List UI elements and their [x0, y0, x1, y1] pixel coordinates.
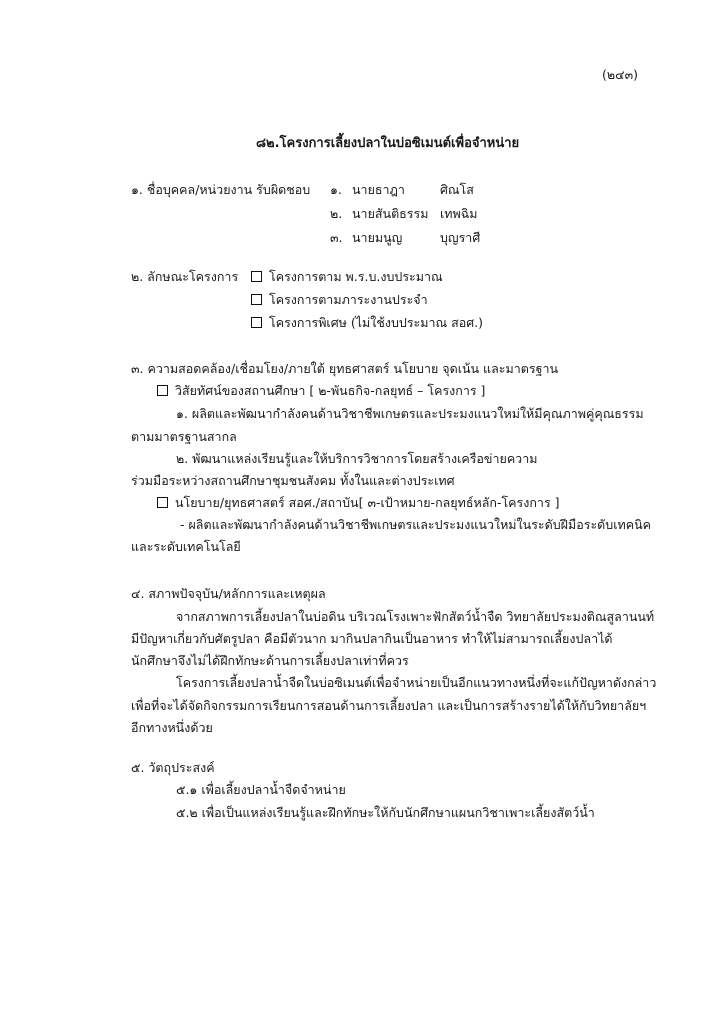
- section1-heading: ๑. ชื่อบุคคล/หน่วยงาน รับผิดชอบ: [131, 182, 311, 197]
- objective-1: ๕.๑ เพื่อเลี้ยงปลาน้ำจืดจำหน่าย: [176, 782, 346, 797]
- section4-heading: ๔. สภาพปัจจุบัน/หลักการและเหตุผล: [131, 586, 326, 601]
- person-3-first-name: นายมนูญ: [352, 230, 403, 245]
- project-type-option-1-label: โครงการตาม พ.ร.บ.งบประมาณ: [269, 269, 443, 284]
- section2-heading: ๒. ลักษณะโครงการ: [131, 269, 239, 284]
- checkbox-icon[interactable]: [157, 385, 168, 396]
- rationale-line-4: โครงการเลี้ยงปลาน้ำจืดในบ่อซิเมนต์เพื่อจำหน่ายเป็นอีกแนวทางหนึ่งที่จะแก้ปัญหาดังกล่าว: [176, 675, 657, 690]
- checkbox-icon[interactable]: [251, 294, 262, 305]
- vision-item-1-line-2: ตามมาตรฐานสากล: [131, 429, 237, 444]
- policy-checkbox-row[interactable]: [157, 494, 560, 512]
- rationale-line-1: จากสภาพการเลี้ยงปลาในบ่อดิน บริเวณโรงเพาะฟักสัตว์น้ำจืด วิทยาลัยประมงติณสูลานนท์: [176, 609, 655, 624]
- rationale-line-3: นักศึกษาจึงไม่ได้ฝึกทักษะด้านการเลี้ยงปลาเท่าที่ควร: [131, 653, 409, 668]
- section5-heading: ๕. วัตถุประสงค์: [131, 760, 215, 775]
- page-number: (๒๔๓): [602, 67, 638, 82]
- person-3-number: ๓.: [330, 230, 343, 245]
- person-2-last-name: เทพฉิม: [440, 206, 478, 221]
- objective-2: ๕.๒ เพื่อเป็นแหล่งเรียนรู้และฝึกทักษะให้กับนักศึกษาแผนกวิชาเพาะเลี้ยงสัตว์น้ำ: [176, 805, 595, 820]
- project-type-option-3[interactable]: [251, 314, 483, 332]
- rationale-line-5: เพื่อที่จะได้จัดกิจกรรมการเรียนการสอนด้านการเลี้ยงปลา และเป็นการสร้างรายได้ให้กับวิทยาลัยฯ: [131, 698, 647, 713]
- vision-checkbox-row[interactable]: [157, 382, 485, 400]
- person-2-first-name: นายสันติธรรม: [352, 206, 429, 221]
- checkbox-icon[interactable]: [251, 271, 262, 282]
- rationale-line-6: อีกทางหนึ่งด้วย: [131, 720, 213, 735]
- person-1-first-name: นายธาฎา: [352, 182, 405, 197]
- checkbox-icon[interactable]: [251, 317, 262, 328]
- section3-heading: ๓. ความสอดคล้อง/เชื่อมโยง/ภายใต้ ยุทธศาสตร์ นโยบาย จุดเน้น และมาตรฐาน: [131, 361, 559, 376]
- project-type-option-2-label: โครงการตามภาระงานประจำ: [269, 292, 428, 307]
- rationale-line-2: มีปัญหาเกี่ยวกับศัตรูปลา คือมีตัวนาก มากินปลากินเป็นอาหาร ทำให้ไม่สามารถเลี้ยงปลาได้: [131, 631, 613, 646]
- project-type-option-3-label: โครงการพิเศษ (ไม่ใช้งบประมาณ สอศ.): [269, 315, 483, 330]
- vision-item-2-line-1: ๒. พัฒนาแหล่งเรียนรู้และให้บริการวิชาการโดยสร้างเครือข่ายความ: [176, 451, 538, 466]
- document-title: ๘๒.โครงการเลี้ยงปลาในบ่อซิเมนต์เพื่อจำหน่าย: [256, 136, 520, 151]
- policy-item-line-2: และระดับเทคโนโลยี: [131, 539, 241, 554]
- person-1-last-name: ศิณโส: [440, 182, 474, 197]
- project-type-option-1[interactable]: [251, 268, 443, 286]
- policy-label: นโยบาย/ยุทธศาสตร์ สอศ./สถาบัน[ ๓-เป้าหมาย-กลยุทธ์หลัก-โครงการ ]: [175, 495, 560, 510]
- person-2-number: ๒.: [330, 206, 343, 221]
- person-3-last-name: บุญราศี: [440, 230, 481, 245]
- checkbox-icon[interactable]: [157, 497, 168, 508]
- vision-item-2-line-2: ร่วมมือระหว่างสถานศึกษาชุมชนสังคม ทั้งในและต่างประเทศ: [131, 473, 455, 488]
- vision-item-1-line-1: ๑. ผลิตและพัฒนากำลังคนด้านวิชาชีพเกษตรและประมงแนวใหม่ให้มีคุณภาพคู่คุณธรรม: [176, 406, 644, 421]
- policy-item-line-1: - ผลิตและพัฒนากำลังคนด้านวิชาชีพเกษตรและประมงแนวใหม่ในระดับฝีมือระดับเทคนิค: [180, 517, 652, 532]
- person-1-number: ๑.: [330, 182, 342, 197]
- project-type-option-2[interactable]: [251, 291, 428, 309]
- vision-label: วิสัยทัศน์ของสถานศึกษา [ ๒-พันธกิจ-กลยุทธ์ – โครงการ ]: [175, 383, 486, 398]
